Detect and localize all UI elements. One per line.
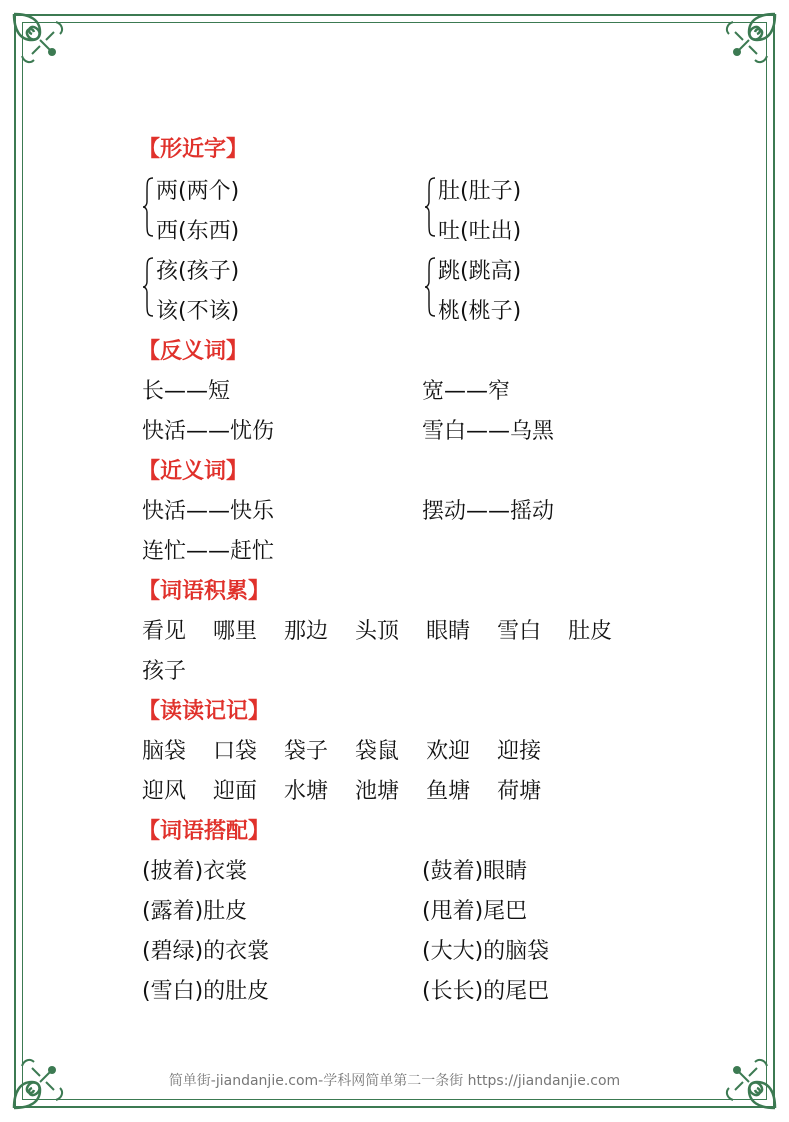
antonym-pair: 宽——窄 — [422, 379, 511, 404]
ornament-corner-icon — [10, 10, 72, 72]
synonym-pair: 摆动——摇动 — [422, 499, 555, 524]
word-item: 雪白 — [497, 619, 542, 644]
word-item: 头顶 — [355, 619, 400, 644]
word-item: 孩子 — [142, 659, 187, 684]
xingjin-item: 该(不该) — [156, 299, 240, 324]
synonym-pair: 快活——快乐 — [142, 499, 275, 524]
antonym-pair: 雪白——乌黑 — [422, 419, 555, 444]
word-item: 那边 — [284, 619, 329, 644]
word-item: 眼睛 — [426, 619, 471, 644]
section-title-fanyici: 【反义词】 — [138, 339, 249, 364]
word-list-line — [142, 614, 639, 645]
word-item: 鱼塘 — [426, 779, 471, 804]
synonym-pair: 连忙——赶忙 — [142, 539, 275, 564]
collocation-item: (长长)的尾巴 — [422, 979, 550, 1004]
word-item: 脑袋 — [142, 739, 187, 764]
collocation-item: (鼓着)眼睛 — [422, 859, 528, 884]
word-list-line — [142, 734, 568, 765]
brace-icon — [424, 256, 436, 318]
word-item: 哪里 — [213, 619, 258, 644]
antonym-pair: 快活——忧伤 — [142, 419, 275, 444]
xingjin-item: 西(东西) — [156, 219, 240, 244]
word-item: 荷塘 — [497, 779, 542, 804]
antonym-pair: 长——短 — [142, 379, 231, 404]
word-item: 欢迎 — [426, 739, 471, 764]
collocation-item: (大大)的脑袋 — [422, 939, 550, 964]
xingjin-item: 吐(吐出) — [438, 219, 522, 244]
word-item: 袋子 — [284, 739, 329, 764]
page-footer: 简单街-jiandanjie.com-学科网简单第二一条街 https://jiandanjie.com — [168, 1073, 621, 1089]
word-item: 池塘 — [355, 779, 400, 804]
word-item: 水塘 — [284, 779, 329, 804]
section-title-ciyudapei: 【词语搭配】 — [138, 819, 271, 844]
collocation-item: (雪白)的肚皮 — [142, 979, 270, 1004]
section-title-xingjinzi: 【形近字】 — [138, 137, 249, 162]
collocation-item: (披着)衣裳 — [142, 859, 248, 884]
ornament-corner-icon — [717, 10, 779, 72]
word-item: 迎风 — [142, 779, 187, 804]
collocation-item: (甩着)尾巴 — [422, 899, 528, 924]
collocation-item: (碧绿)的衣裳 — [142, 939, 270, 964]
section-title-dudujiji: 【读读记记】 — [138, 699, 271, 724]
word-item: 袋鼠 — [355, 739, 400, 764]
collocation-item: (露着)肚皮 — [142, 899, 248, 924]
section-title-ciyujilei: 【词语积累】 — [138, 579, 271, 604]
xingjin-item: 孩(孩子) — [156, 259, 240, 284]
xingjin-item: 两(两个) — [156, 179, 240, 204]
word-item: 迎接 — [497, 739, 542, 764]
brace-icon — [142, 256, 154, 318]
word-item: 肚皮 — [568, 619, 613, 644]
section-title-jinyici: 【近义词】 — [138, 459, 249, 484]
word-item: 看见 — [142, 619, 187, 644]
word-item: 口袋 — [213, 739, 258, 764]
brace-icon — [142, 176, 154, 238]
word-list-line — [142, 774, 568, 805]
brace-icon — [424, 176, 436, 238]
word-item: 迎面 — [213, 779, 258, 804]
xingjin-item: 肚(肚子) — [438, 179, 522, 204]
xingjin-item: 跳(跳高) — [438, 259, 522, 284]
page-border-inner — [22, 22, 767, 1100]
word-list-line — [142, 654, 213, 685]
xingjin-item: 桃(桃子) — [438, 299, 522, 324]
